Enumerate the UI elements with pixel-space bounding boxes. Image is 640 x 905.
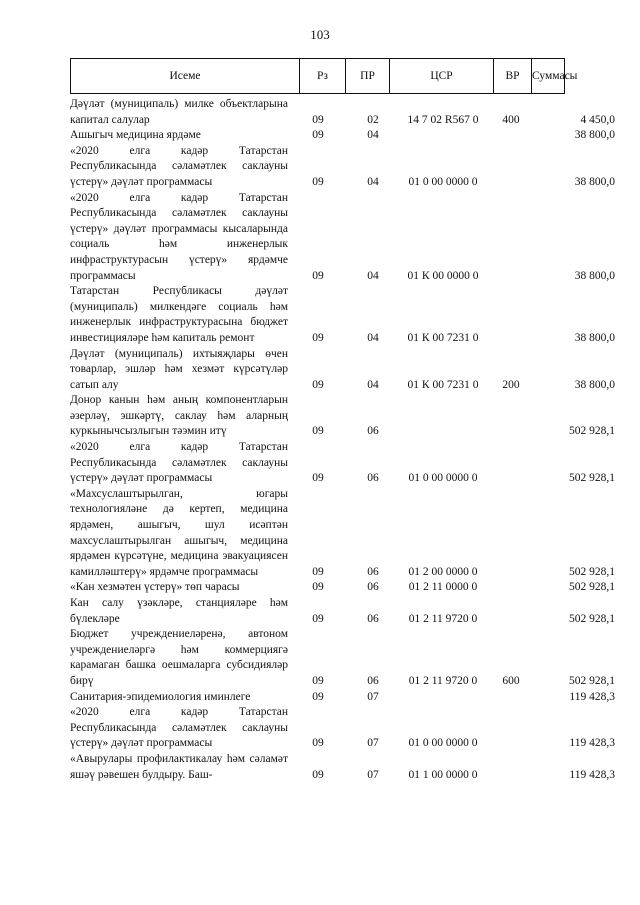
row-pr: 07	[367, 737, 379, 750]
page-number: 103	[310, 27, 330, 42]
row-rz: 09	[312, 565, 324, 578]
row-sum: 38 800,0	[574, 331, 615, 344]
row-rz: 09	[312, 175, 324, 188]
table-row	[70, 347, 615, 394]
row-sum: 119 428,3	[569, 768, 615, 781]
row-name: Татарстан Республикасы дәүләт (муниципаль) милкендәге социаль һәм инженерлык инфраструктурасына бюджет инвестицияләре һәм капиталь ремонт	[70, 285, 288, 344]
row-vr: 600	[502, 674, 520, 687]
row-pr: 04	[367, 331, 379, 344]
table-row	[70, 97, 615, 128]
row-pr: 06	[367, 472, 379, 485]
row-csr: 01 К 00 7231 0	[407, 331, 479, 344]
table-row	[70, 487, 615, 581]
table-row	[70, 705, 615, 752]
table-row	[70, 393, 615, 440]
row-csr: 01 К 00 7231 0	[407, 378, 479, 391]
row-rz: 09	[312, 768, 324, 781]
row-name: Дәүләт (муниципаль) милке объектларына капитал салулар	[70, 98, 288, 126]
row-pr: 04	[367, 269, 379, 282]
table-body	[70, 97, 615, 783]
row-pr: 04	[367, 175, 379, 188]
row-rz: 09	[312, 690, 324, 703]
row-sum: 502 928,1	[569, 612, 615, 625]
row-name: Бюджет учреждениеләренә, автоном учреждениеләргә һәм коммерциягә карамаган башка оешмаларга субсидияләр бирү	[70, 628, 288, 687]
row-rz: 09	[312, 269, 324, 282]
row-name: Дәүләт (муниципаль) ихтыяҗлары өчен товарлар, эшләр һәм хезмәт күрсәтүләр сатып алу	[70, 347, 288, 391]
row-csr: 01 1 00 0000 0	[408, 768, 478, 781]
table-row	[70, 191, 615, 285]
row-sum: 119 428,3	[569, 690, 615, 703]
row-sum: 38 800,0	[574, 378, 615, 391]
row-name: «2020 елга кадәр Татарстан Республикасында сәламәтлек саклауны үстерү» дәүләт программасы	[70, 441, 288, 485]
row-rz: 09	[312, 674, 324, 687]
row-sum: 38 800,0	[574, 269, 615, 282]
row-csr: 01 0 00 0000 0	[408, 737, 478, 750]
row-rz: 09	[312, 129, 324, 142]
row-pr: 07	[367, 690, 379, 703]
row-name: «Авырулары профилактикалау һәм сәламәт яшәү рәвешен булдыру. Баш-	[70, 752, 288, 781]
row-pr: 06	[367, 565, 379, 578]
row-csr: 14 7 02 R567 0	[407, 113, 479, 126]
row-rz: 09	[312, 581, 324, 594]
row-name: «2020 елга кадәр Татарстан Республикасында сәламәтлек саклауны үстерү» дәүләт программасы кысаларында социаль һәм инженерлык инфраструктурасын үстерү» ярдәмче программасы	[70, 191, 288, 282]
row-pr: 06	[367, 674, 379, 687]
table-row	[70, 752, 615, 783]
table-row	[70, 580, 615, 596]
row-sum: 38 800,0	[574, 175, 615, 188]
row-rz: 09	[312, 472, 324, 485]
row-sum: 119 428,3	[569, 737, 615, 750]
row-rz: 09	[312, 113, 324, 126]
row-name: Кан салу үзәкләре, станцияләре һәм бүлекләре	[70, 597, 288, 625]
row-pr: 04	[367, 378, 379, 391]
row-pr: 02	[367, 113, 379, 126]
row-name: Санитария-эпидемиология иминлеге	[70, 690, 251, 703]
table-row	[70, 284, 615, 346]
header-sum: Суммасы	[532, 70, 578, 82]
row-sum: 38 800,0	[574, 129, 615, 142]
row-csr: 01 0 00 0000 0	[408, 472, 478, 485]
row-sum: 502 928,1	[569, 472, 615, 485]
row-pr: 06	[367, 581, 379, 594]
row-sum: 4 450,0	[580, 113, 615, 126]
row-rz: 09	[312, 737, 324, 750]
table-row	[70, 627, 615, 689]
row-name: «2020 елга кадәр Татарстан Республикасында сәламәтлек саклауны үстерү» дәүләт программасы	[70, 706, 288, 750]
row-rz: 09	[312, 425, 324, 438]
row-name: «Кан хезмәтен үстерү» төп чарасы	[70, 581, 240, 594]
row-csr: 01 2 00 0000 0	[408, 565, 478, 578]
row-rz: 09	[312, 331, 324, 344]
row-pr: 06	[367, 425, 379, 438]
row-pr: 06	[367, 612, 379, 625]
row-csr: 01 2 11 9720 0	[408, 612, 478, 625]
row-pr: 07	[367, 768, 379, 781]
table-row	[70, 690, 615, 706]
row-name: Ашыгыч медицина ярдәме	[70, 129, 201, 142]
table-header	[70, 58, 578, 94]
row-csr: 01 2 11 9720 0	[408, 674, 478, 687]
table-row	[70, 128, 615, 144]
row-vr: 400	[502, 113, 520, 126]
row-vr: 200	[502, 378, 520, 391]
row-name: «Махсуслаштырылган, югары технологияләне дә кертеп, медицина ярдәмен, ашыгыч, шул исәптән махсуслаштырылган ашыгыч, медицина ярдәмен күрсәтүне, медицина эвакуациясен камилләштерү» ярдәмче программасы	[70, 487, 288, 578]
header-csr: ЦСР	[390, 59, 494, 93]
row-csr: 01 К 00 0000 0	[407, 269, 479, 282]
header-rz: Рз	[300, 59, 346, 93]
row-name: Донор канын һәм аның компонентларын әзерләү, эшкәртү, саклау һәм аларның куркынычсызлыгын тәэмин итү	[70, 394, 288, 438]
row-sum: 502 928,1	[569, 565, 615, 578]
table-row	[70, 596, 615, 627]
header-vr: ВР	[494, 59, 532, 93]
row-csr: 01 0 00 0000 0	[408, 175, 478, 188]
row-sum: 502 928,1	[569, 674, 615, 687]
header-pr: ПР	[346, 59, 390, 93]
table-row	[70, 144, 615, 191]
row-name: «2020 елга кадәр Татарстан Республикасында сәламәтлек саклауны үстерү» дәүләт программасы	[70, 144, 288, 188]
row-sum: 502 928,1	[569, 581, 615, 594]
row-rz: 09	[312, 612, 324, 625]
row-pr: 04	[367, 129, 379, 142]
row-rz: 09	[312, 378, 324, 391]
header-name: Исеме	[71, 59, 300, 93]
row-csr: 01 2 11 0000 0	[408, 581, 478, 594]
row-sum: 502 928,1	[569, 425, 615, 438]
table-row	[70, 440, 615, 487]
